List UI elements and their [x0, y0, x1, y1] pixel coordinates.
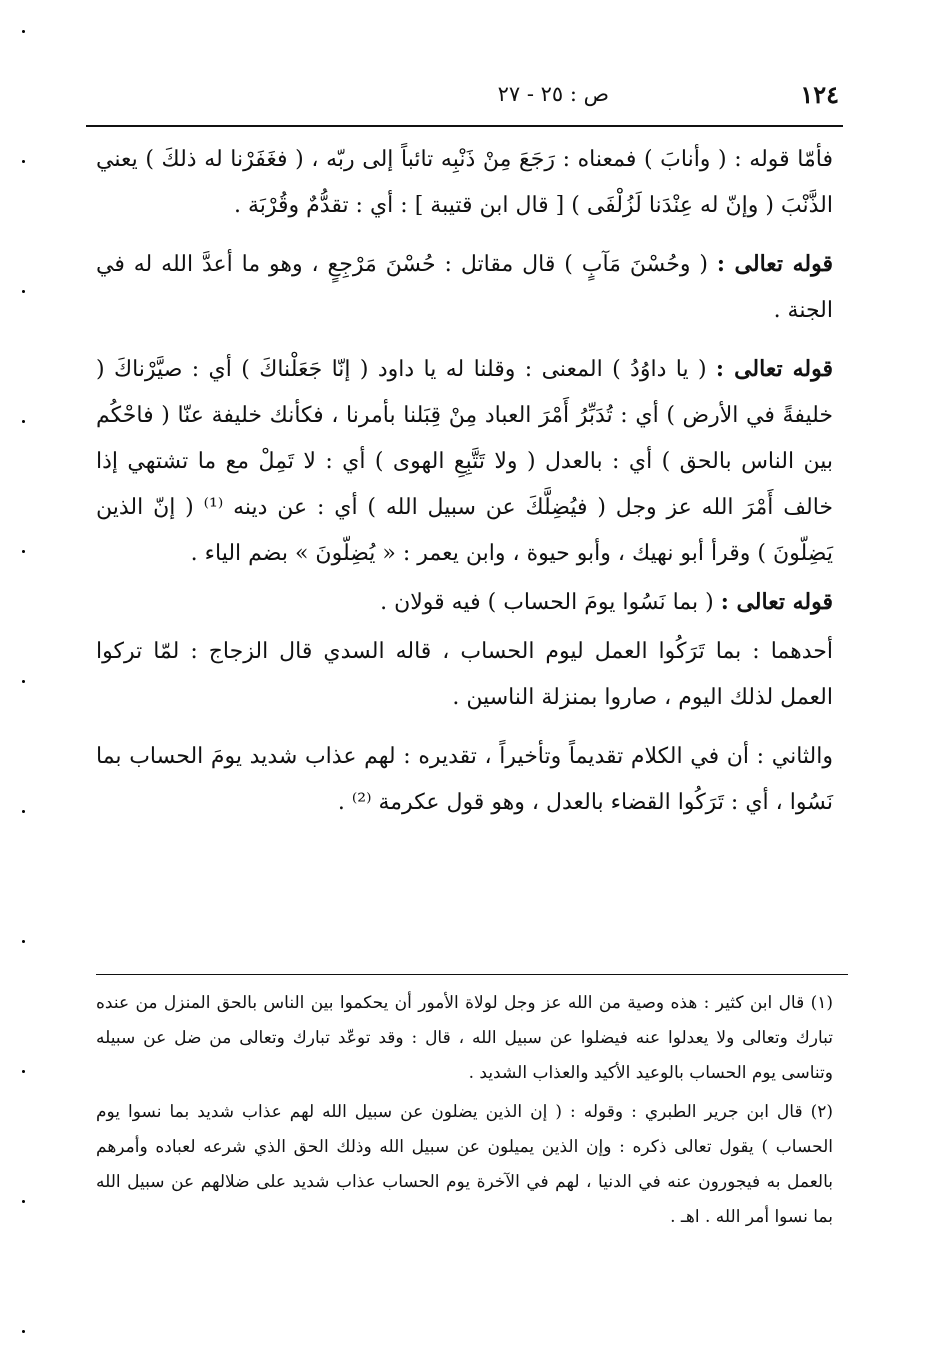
margin-dot — [22, 160, 25, 163]
margin-dot — [22, 290, 25, 293]
footnote: (١) قال ابن كثير : هذه وصية من الله عز وجل لولاة الأمور أن يحكموا بين الناس بالحق المنزل من عنده تبارك وتعالى ولا يعدلوا عنه فيضلوا عن سبيل الله ، قال : وقد توعّد تبارك وتعالى من ضل عن سبيله وتناسى يوم الحساب بالوعيد الأكيد والعذاب الشديد . — [96, 993, 833, 1083]
paragraph-lead: قوله تعالى : — [720, 589, 833, 615]
footnote-rule — [96, 974, 848, 975]
margin-dot — [22, 1330, 25, 1333]
paragraph — [96, 579, 833, 626]
footnote: (٢) قال ابن جرير الطبري : وقوله : ( إن الذين يضلون عن سبيل الله لهم عذاب شديد بما نسوا يوم الحساب ) يقول تعالى ذكره : وإن الذين يميلون عن سبيل الله وذلك الحق الذي شرعه لعباده وأمرهم بالعمل به فيجورون عنه في الدنيا ، لهم في الآخرة يوم الحساب عذاب شديد على ضلالهم عن سبيل الله بما نسوا أمر الله . اهـ . — [96, 1102, 833, 1227]
paragraph-text: والثاني : أن في الكلام تقديماً وتأخيراً ، تقديره : لهم عذاب شديد يومَ الحساب بما نَسُوا ، أي : تَرَكُوا القضاء بالعدل ، وهو قول عكرمة ⁽²⁾ . — [96, 744, 833, 815]
page-number: ١٢٤ — [800, 80, 839, 109]
margin-dot — [22, 1200, 25, 1203]
paragraph — [96, 346, 833, 577]
paragraph-text: فأمّا قوله : ( وأنابَ ) فمعناه : رَجَعَ مِنْ ذَنْبِه تائباً إلى ربّه ، ( فغَفَرْنا له ذلكَ ) يعني الذَّنْبَ ( وإنّ له عِنْدَنا لَزُلْفَى ) [ قال ابن قتيبة ] : أي : تقدُّمٌ وقُرْبَة . — [96, 147, 833, 218]
paragraph-text: ( بما نَسُوا يومَ الحساب ) فيه قولان . — [380, 590, 721, 615]
paragraph-lead: قوله تعالى : — [715, 356, 833, 382]
margin-dot — [22, 1070, 25, 1073]
verse-range: ص : ٢٥ - ٢٧ — [497, 82, 609, 106]
margin-dot — [22, 680, 25, 683]
paragraph-text: ( وحُسْنَ مَآبٍ ) قال مقاتل : حُسْنَ مَرْجِعٍ ، وهو ما أعدَّ الله له في الجنة . — [96, 252, 833, 323]
margin-dot — [22, 810, 25, 813]
paragraph — [96, 628, 833, 721]
paragraph — [96, 241, 833, 334]
margin-dot — [22, 550, 25, 553]
page-header — [90, 80, 839, 116]
paragraph-lead: قوله تعالى : — [716, 251, 833, 277]
header-rule — [86, 125, 843, 127]
margin-dot — [22, 940, 25, 943]
paragraph-text: ( يا داوُدُ ) المعنى : وقلنا له يا داود ( إنّا جَعَلْناكَ ) أي : صيَّرْناكَ ( خليفةً في الأرض ) أي : تُدَبِّرُ أَمْرَ العباد مِنْ قِبَلنا بأمرنا ، فكأنك خليفة عنّا ( فاحْكُم بين الناس بالحق ) أي : بالعدل ( ولا تَتَّبِعِ الهوى ) أي : لا تَمِلْ مع ما تشتهي إذا خالف أَمْرَ الله عز وجل ( فيُضِلَّكَ عن سبيل الله ) أي : عن دينه ⁽¹⁾ ( إنّ الذين يَضِلّونَ ) وقرأ أبو نهيك ، وأبو حيوة ، وابن يعمر : « يُضِلّونَ » بضم الياء . — [96, 357, 834, 566]
main-text — [96, 136, 833, 838]
paragraph — [96, 136, 833, 229]
margin-dot — [22, 420, 25, 423]
paragraph — [96, 733, 833, 826]
paragraph-text: أحدهما : بما تَرَكُوا العمل ليوم الحساب ، قاله السدي قال الزجاج : لمّا تركوا العمل لذلك اليوم ، صاروا بمنزلة الناسين . — [96, 639, 833, 710]
footnotes — [96, 986, 833, 1239]
margin-dot — [22, 30, 25, 33]
